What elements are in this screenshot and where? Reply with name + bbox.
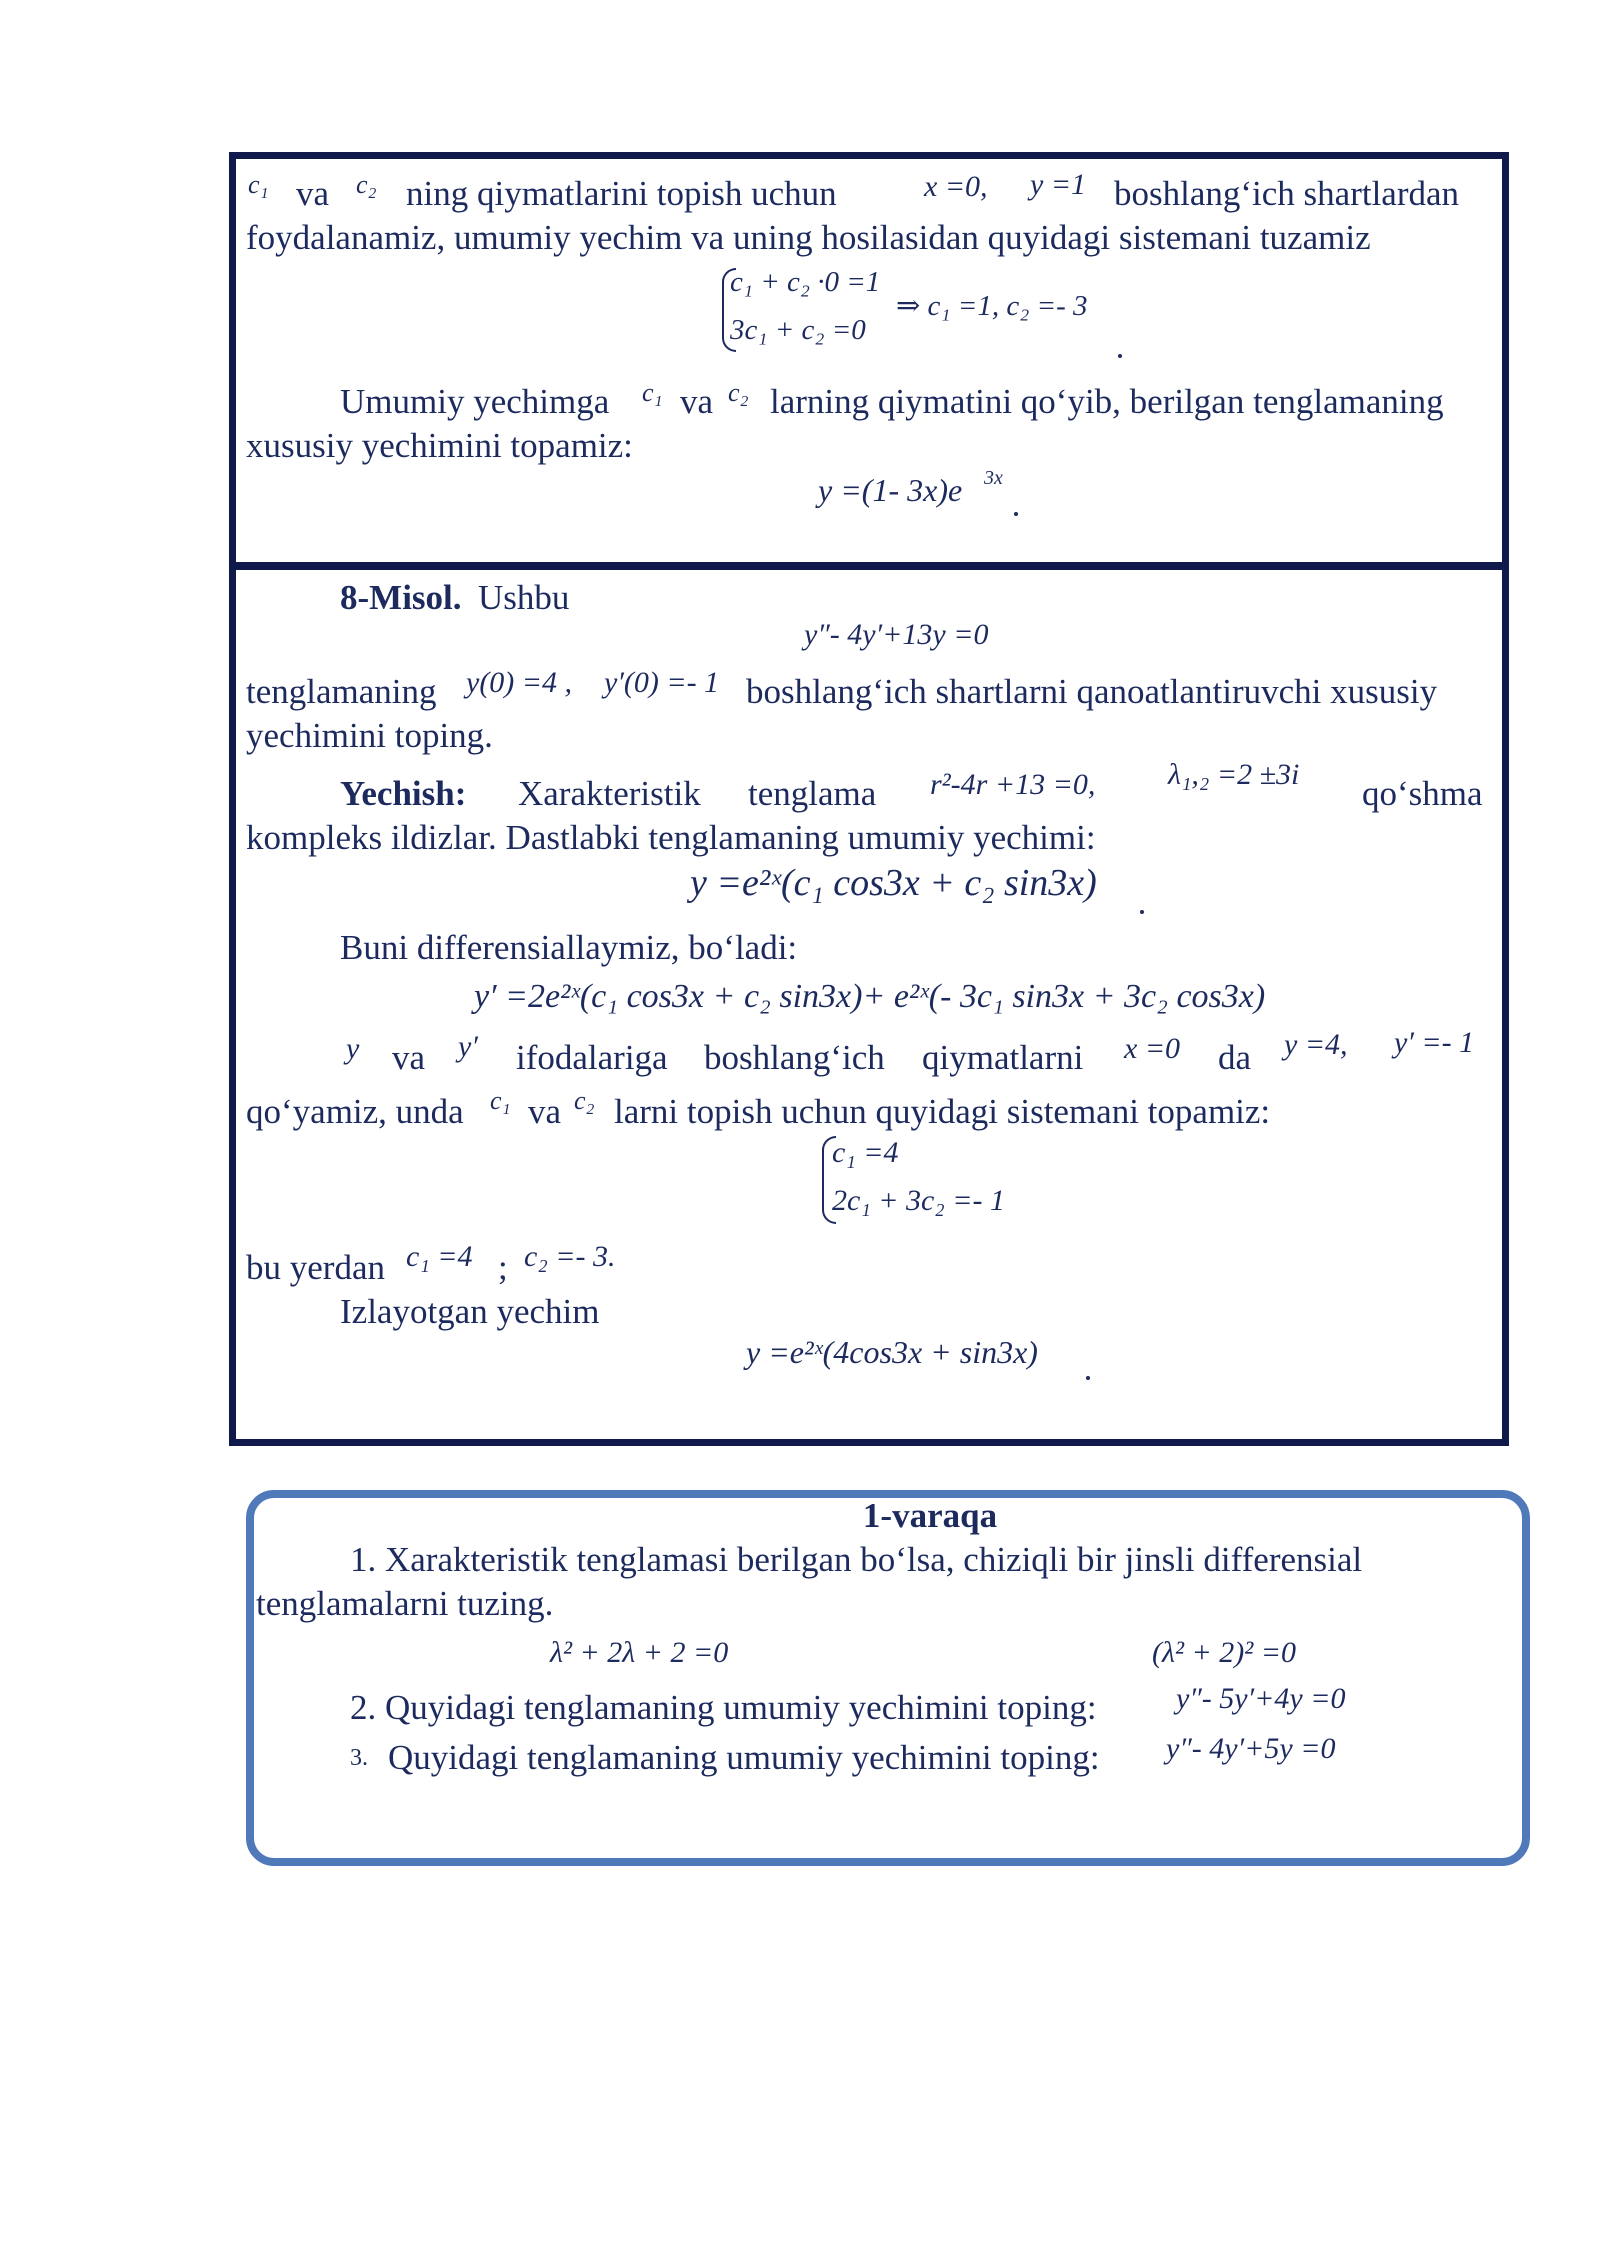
paragraph-text: yechimini toping. xyxy=(246,716,493,755)
derivative-formula: y′ =2e²ˣ(c₁ cos3x + c₂ sin3x)+ e²ˣ(- 3c₁ sin3x + 3c₂ cos3x) xyxy=(474,978,1266,1015)
math-x0: x =0 xyxy=(1124,1032,1181,1065)
task-3-number: 3. xyxy=(350,1745,368,1771)
initial-condition-dy: y′(0) =- 1 xyxy=(604,666,720,699)
example-title-rest: Ushbu xyxy=(478,578,570,617)
task-1-text: tenglamalarni tuzing. xyxy=(256,1584,554,1623)
period-dot xyxy=(1140,910,1144,914)
solution-label: Yechish: xyxy=(340,774,467,813)
paragraph-text: Buni differensiallaymiz, bo‘ladi: xyxy=(340,928,798,967)
math-dy: y′ xyxy=(458,1030,478,1063)
task-3-equation: y″- 4y′+5y =0 xyxy=(1166,1732,1336,1765)
math-dy1: y′ =- 1 xyxy=(1394,1026,1475,1059)
paragraph-text: Umumiy yechimga xyxy=(340,382,610,421)
characteristic-equation-b: (λ² + 2)² =0 xyxy=(1152,1636,1296,1669)
card-title: 1-varaqa xyxy=(862,1496,998,1535)
characteristic-equation-a: λ² + 2λ + 2 =0 xyxy=(550,1636,729,1669)
task-3-text: Quyidagi tenglamaning umumiy yechimini toping: xyxy=(388,1738,1100,1777)
system-row: c₁ =4 xyxy=(832,1136,899,1169)
paragraph-text: tenglama xyxy=(748,774,877,813)
particular-solution-exponent: 3x xyxy=(984,467,1003,489)
paragraph-text: ifodalariga xyxy=(516,1038,668,1077)
paragraph-text: larning qiymatini qo‘yib, berilgan tenglamaning xyxy=(770,382,1444,421)
example-equation: y″- 4y′+13y =0 xyxy=(804,618,989,651)
math-y4: y =4, xyxy=(1284,1028,1348,1061)
task-2-text: 2. Quyidagi tenglamaning umumiy yechimini toping: xyxy=(350,1688,1097,1727)
period-dot xyxy=(1118,354,1122,358)
characteristic-equation: r²-4r +13 =0, xyxy=(930,768,1096,801)
paragraph-text: qo‘shma xyxy=(1362,774,1483,813)
math-c1: c₁ xyxy=(490,1086,511,1115)
paragraph-text: kompleks ildizlar. Dastlabki tenglamaning umumiy yechimi: xyxy=(246,818,1096,857)
paragraph-text: boshlang‘ich shartlarni qanoatlantiruvchi xususiy xyxy=(746,672,1438,711)
text-va: va xyxy=(680,382,714,421)
separator: ; xyxy=(498,1248,508,1287)
paragraph-text: ning qiymatlarini topish uchun xyxy=(406,174,837,213)
math-y: y xyxy=(346,1032,360,1065)
paragraph-text: boshlang‘ich shartlardan xyxy=(1114,174,1460,213)
math-c2: c₂ xyxy=(728,378,749,407)
math-c1: c₁ xyxy=(248,170,269,199)
task-2-equation: y″- 5y′+4y =0 xyxy=(1176,1682,1346,1715)
final-solution: y =e²ˣ(4cos3x + sin3x) xyxy=(746,1334,1038,1370)
paragraph-text: qo‘yamiz, unda xyxy=(246,1092,464,1131)
characteristic-roots: λ₁,₂ =2 ±3i xyxy=(1168,758,1300,791)
task-1-text: 1. Xarakteristik tenglamasi berilgan bo‘lsa, chiziqli bir jinsli differensial xyxy=(350,1540,1363,1579)
period-dot xyxy=(1086,1376,1090,1380)
paragraph-text: Xarakteristik xyxy=(518,774,701,813)
general-solution: y =e²ˣ(c₁ cos3x + c₂ sin3x) xyxy=(690,862,1097,904)
system-row: 2c₁ + 3c₂ =- 1 xyxy=(832,1184,1005,1217)
text-da: da xyxy=(1218,1038,1252,1077)
paragraph-text: bu yerdan xyxy=(246,1248,385,1287)
system-row: 3c₁ + c₂ =0 xyxy=(730,314,866,346)
system-result: ⇒ c₁ =1, c₂ =- 3 xyxy=(896,290,1088,322)
system-row: c₁ + c₂ ·0 =1 xyxy=(730,266,881,298)
math-y1: y =1 xyxy=(1030,168,1087,201)
particular-solution: y =(1- 3x)e xyxy=(818,472,963,508)
example-title: 8-Misol. xyxy=(340,578,462,617)
paragraph-text: foydalanamiz, umumiy yechim va uning hosilasidan quyidagi sistemani tuzamiz xyxy=(246,218,1371,257)
initial-condition-y: y(0) =4 , xyxy=(466,666,573,699)
paragraph-text: xususiy yechimini topamiz: xyxy=(246,426,633,465)
text-va: va xyxy=(528,1092,562,1131)
text-va: va xyxy=(392,1038,426,1077)
paragraph-text: qiymatlarni xyxy=(922,1038,1084,1077)
math-x0: x =0, xyxy=(924,170,988,203)
math-c2: c₂ xyxy=(574,1086,595,1115)
text-va: va xyxy=(296,174,330,213)
math-c1: c₁ xyxy=(642,378,663,407)
math-c2: c₂ xyxy=(356,170,377,199)
paragraph-text: boshlang‘ich xyxy=(704,1038,885,1077)
result-c1: c₁ =4 xyxy=(406,1240,473,1273)
paragraph-text: Izlayotgan yechim xyxy=(340,1292,600,1331)
paragraph-text: tenglamaning xyxy=(246,672,437,711)
paragraph-text: larni topish uchun quyidagi sistemani topamiz: xyxy=(614,1092,1271,1131)
result-c2: c₂ =- 3. xyxy=(524,1240,616,1273)
period-dot xyxy=(1014,512,1018,516)
